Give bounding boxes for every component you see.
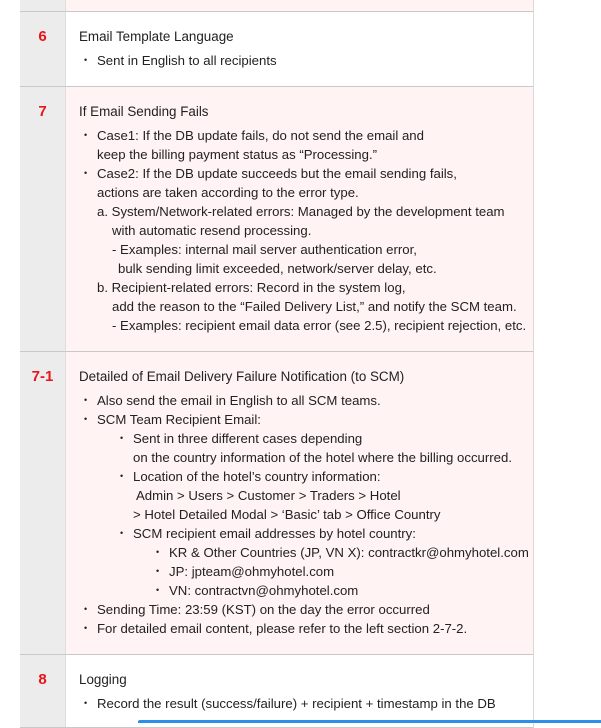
sub3-line: • SCM recipient email addresses by hotel country: [133,526,416,541]
sub2-line1: • Location of the hotel’s country information: [133,469,381,484]
row-number: 7-1 [20,352,66,654]
sub1-line2: on the country information of the hotel where the billing occurred. [133,450,512,465]
row-content [66,352,533,654]
case2-a-line2: with automatic resend processing. [112,223,312,238]
list-item: • For detailed email content, please refer to the left section 2-7-2. [79,619,533,638]
row-number-cell [20,0,66,11]
email-item-kr: • KR & Other Countries (JP, VN X): contractkr@ohmyhotel.com [151,543,533,562]
list-item-case1 [79,126,533,164]
row-title: Detailed of Email Delivery Failure Notification (to SCM) [79,369,405,384]
sub-list-item [115,467,533,524]
case2-b-example1: - Examples: recipient email data error (see 2.5), recipient rejection, etc. [112,318,527,333]
case2-line1: • Case2: If the DB update succeeds but the email sending fails, [97,166,457,181]
row-title: Email Template Language [79,29,234,44]
case2-a-example1: - Examples: internal mail server authentication error, [112,242,417,257]
list-item-case2 [79,164,533,202]
sub2-line2: Admin > Users > Customer > Traders > Hotel [136,488,401,503]
list-item: • Sending Time: 23:59 (KST) on the day the error occurred [79,600,533,619]
list-item: • Record the result (success/failure) + recipient + timestamp in the DB [79,694,533,713]
table-row-6 [20,12,533,87]
email-item-jp: • JP: jpteam@ohmyhotel.com [151,562,533,581]
table-row-7-1 [20,352,533,655]
row-number: 7 [20,87,66,351]
table-row-8 [20,655,533,728]
spec-table [20,0,534,728]
scm-recipient-email-label: • SCM Team Recipient Email: [97,412,261,427]
sub-list-item [115,429,533,467]
row-content [66,12,533,86]
table-row-7 [20,87,533,352]
list-item: • Also send the email in English to all SCM teams. [79,391,533,410]
case2-a-example2: bulk sending limit exceeded, network/server delay, etc. [118,261,437,276]
row-title: If Email Sending Fails [79,104,209,119]
table-row-previous [20,0,533,12]
sub-list-item [115,524,533,600]
row-title: Logging [79,672,127,687]
case2-b-line1: b. Recipient-related errors: Record in the system log, [97,280,406,295]
case1-line2: keep the billing payment status as “Processing.” [97,147,378,162]
list-item: • Sent in English to all recipients [79,51,533,70]
row-number: 6 [20,12,66,86]
case2-b-line2: add the reason to the “Failed Delivery List,” and notify the SCM team. [112,299,517,314]
email-item-vn: • VN: contractvn@ohmyhotel.com [151,581,533,600]
case1-line1: • Case1: If the DB update fails, do not send the email and [97,128,424,143]
row-content [66,655,533,727]
case2-line2: actions are taken according to the error type. [97,185,359,200]
row-content-cell [66,0,533,11]
list-item [79,410,533,600]
row-content [66,87,533,351]
row-number: 8 [20,655,66,727]
case2-a-line1: a. System/Network-related errors: Managed by the development team [97,204,505,219]
sub2-line3: > Hotel Detailed Modal > ‘Basic’ tab > Office Country [133,507,441,522]
sub1-line1: • Sent in three different cases depending [133,431,363,446]
